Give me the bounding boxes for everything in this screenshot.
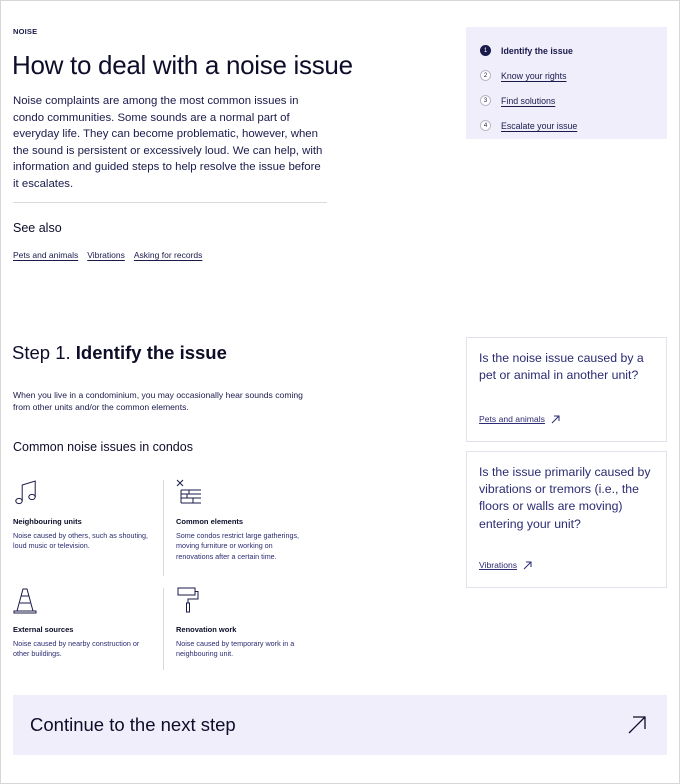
issue-name: Common elements	[176, 517, 244, 526]
see-also-link-vibrations[interactable]: Vibrations	[87, 250, 125, 260]
toc-item-label: Identify the issue	[501, 45, 573, 56]
related-card-vibrations	[466, 451, 667, 588]
divider	[13, 202, 327, 203]
see-also-link-pets[interactable]: Pets and animals	[13, 250, 79, 260]
issue-external-sources	[13, 587, 153, 660]
card-question: Is the issue primarily caused by vibrations or tremors (i.e., the floors or walls are moving) entering your unit?	[479, 465, 651, 531]
issue-name: Neighbouring units	[13, 517, 82, 526]
paint-roller-icon	[176, 587, 202, 615]
arrow-up-right-icon	[627, 715, 647, 735]
building-elements-icon	[176, 479, 202, 507]
section-eyebrow: NOISE	[13, 27, 38, 36]
toc-item-label[interactable]: Know your rights	[501, 70, 567, 81]
continue-label: Continue to the next step	[30, 714, 236, 735]
related-card-pets	[466, 337, 667, 442]
issue-description: Noise caused by temporary work in a neighbouring unit.	[176, 639, 295, 659]
toc-step-number: 3	[480, 95, 491, 106]
see-also-link-records[interactable]: Asking for records	[133, 250, 203, 260]
toc-item-label[interactable]: Escalate your issue	[501, 120, 578, 131]
intro-paragraph: Noise complaints are among the most common issues in condo communities. Some sounds are a normal part of everyday life. They can become problematic, however, when the sound is persistent or excessively loud. We can help, with information and guided steps to help resolve the issue before it escalates.	[13, 95, 323, 190]
common-issues-heading: Common noise issues in condos	[13, 440, 193, 454]
grid-divider	[163, 588, 164, 670]
step-navigation	[466, 27, 667, 139]
toc-item-solutions[interactable]	[480, 88, 653, 113]
page-title: How to deal with a noise issue	[12, 50, 353, 80]
card-link-label: Pets and animals	[479, 414, 545, 424]
traffic-cone-icon	[13, 587, 39, 615]
continue-next-step-button[interactable]	[13, 695, 667, 755]
card-link-label: Vibrations	[479, 560, 518, 570]
card-link-vibrations[interactable]	[479, 560, 532, 570]
grid-divider	[163, 480, 164, 576]
toc-step-number: 4	[480, 120, 491, 131]
issue-neighbouring-units	[13, 479, 153, 552]
toc-step-number: 1	[480, 45, 491, 56]
issue-description: Some condos restrict large gatherings, moving furniture or working on renovations after a certain time.	[176, 531, 300, 561]
see-also-links	[13, 250, 202, 260]
toc-item-rights[interactable]	[480, 63, 653, 88]
arrow-up-right-icon	[523, 561, 532, 570]
toc-item-escalate[interactable]	[480, 113, 653, 138]
card-question: Is the noise issue caused by a pet or animal in another unit?	[479, 351, 644, 383]
issue-renovation-work	[176, 587, 304, 660]
card-link-pets[interactable]	[479, 414, 560, 424]
step-intro: When you live in a condominium, you may occasionally hear sounds coming from other units and/or the common elements.	[13, 390, 303, 412]
see-also-heading: See also	[13, 221, 62, 235]
toc-item-label[interactable]: Find solutions	[501, 95, 556, 106]
step-prefix: Step 1.	[12, 342, 71, 363]
arrow-up-right-icon	[551, 415, 560, 424]
toc-item-identify[interactable]	[480, 38, 653, 63]
issue-common-elements	[176, 479, 304, 562]
issue-description: Noise caused by nearby construction or other buildings.	[13, 639, 140, 659]
music-note-icon	[13, 479, 39, 507]
step-title	[12, 342, 227, 364]
issue-description: Noise caused by others, such as shouting, loud music or television.	[13, 531, 149, 551]
issue-name: External sources	[13, 625, 74, 634]
issue-name: Renovation work	[176, 625, 237, 634]
step-name: Identify the issue	[75, 342, 227, 363]
toc-step-number: 2	[480, 70, 491, 81]
